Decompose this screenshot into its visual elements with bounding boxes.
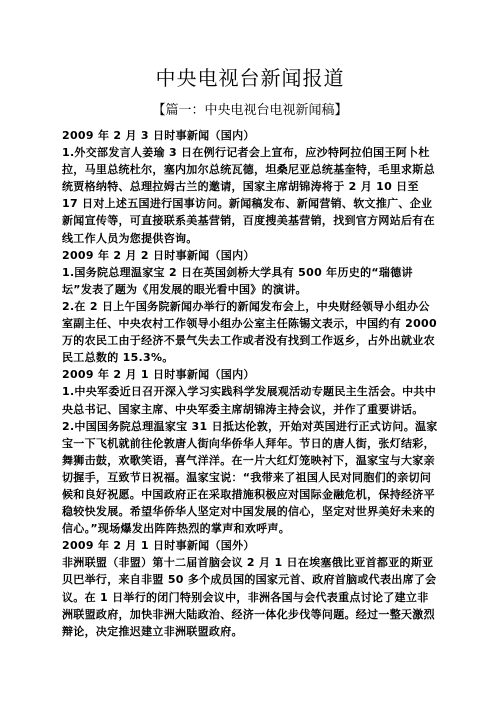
document-subtitle: 【篇一：中央电视台电视新闻稿】 bbox=[152, 103, 348, 118]
news-item: 2.在 2 日上午国务院新闻办举行的新闻发布会上，中央财经领导小组办公室副主任、中央农村工作领导小组办公室主任陈锡文表示，中国约有 2000 万的农民工由于经济不景气失去工作或者没有找到工作返乡，占外出就业农民工总数的 15.3%。 bbox=[62, 299, 437, 365]
news-date-heading: 2009 年 2 月 2 日时事新闻（国内） bbox=[62, 248, 255, 262]
news-item: 1.外交部发言人姜瑜 3 日在例行记者会上宣布，应沙特阿拉伯国王阿卜杜拉，马里总统杜尔，塞内加尔总统瓦德，坦桑尼亚总统基奎特，毛里求斯总统贾格纳特、总理拉姆古兰的邀请，国家主席胡锦涛将于 2 月 10 日至 17 日对上述五国进行国事访问。新闻稿发布、新闻营销、软文推广、企业新闻宣传等，可直接联系美基营销，百度搜美基营销，找到官方网站后有在线工作人员为您提供咨询。 bbox=[62, 146, 435, 245]
news-item: 2.中国国务院总理温家宝 31 日抵达伦敦，开始对英国进行正式访问。温家宝一下飞机就前往伦敦唐人街向华侨华人拜年。节日的唐人街，张灯结彩，舞狮击鼓，欢歌笑语，喜气洋洋。在一片大红灯笼映衬下，温家宝与大家亲切握手，互致节日祝福。温家宝说：“我带来了祖国人民对同胞们的亲切问候和良好祝愿。中国政府正在采取措施积极应对国际金融危机，保持经济平稳较快发展。希望华侨华人坚定对中国发展的信心，坚定对世界美好未来的信心。”现场爆发出阵阵热烈的掌声和欢呼声。 bbox=[62, 419, 438, 536]
news-date-heading: 2009 年 2 月 1 日时事新闻（国外） bbox=[62, 539, 255, 553]
news-item: 1.中央军委近日召开深入学习实践科学发展观活动专题民主生活会。中共中央总书记、国家主席、中央军委主席胡锦涛主持会议，并作了重要讲话。 bbox=[62, 385, 437, 416]
news-item: 非洲联盟（非盟）第十二届首脑会议 2 月 1 日在埃塞俄比亚首都亚的斯亚贝巴举行，来自非盟 50 多个成员国的国家元首、政府首脑或代表出席了会议。在 1 日举行的闭门特别会议中，非洲各国与会代表重点讨论了建立非洲联盟政府，加快非洲大陆政治、经济一体化步伐等问题。经过一整天激烈辩论，决定推迟建立非洲联盟政府。 bbox=[62, 556, 437, 638]
news-item: 1.国务院总理温家宝 2 日在英国剑桥大学具有 500 年历史的“瑞德讲坛”发表了题为《用发展的眼光看中国》的演讲。 bbox=[62, 265, 413, 296]
document-title: 中央电视台新闻报道 bbox=[155, 66, 345, 90]
document-body bbox=[62, 127, 438, 640]
news-date-heading: 2009 年 2 月 3 日时事新闻（国内） bbox=[62, 129, 255, 142]
news-date-heading: 2009 年 2 月 1 日时事新闻（国内） bbox=[62, 368, 255, 382]
